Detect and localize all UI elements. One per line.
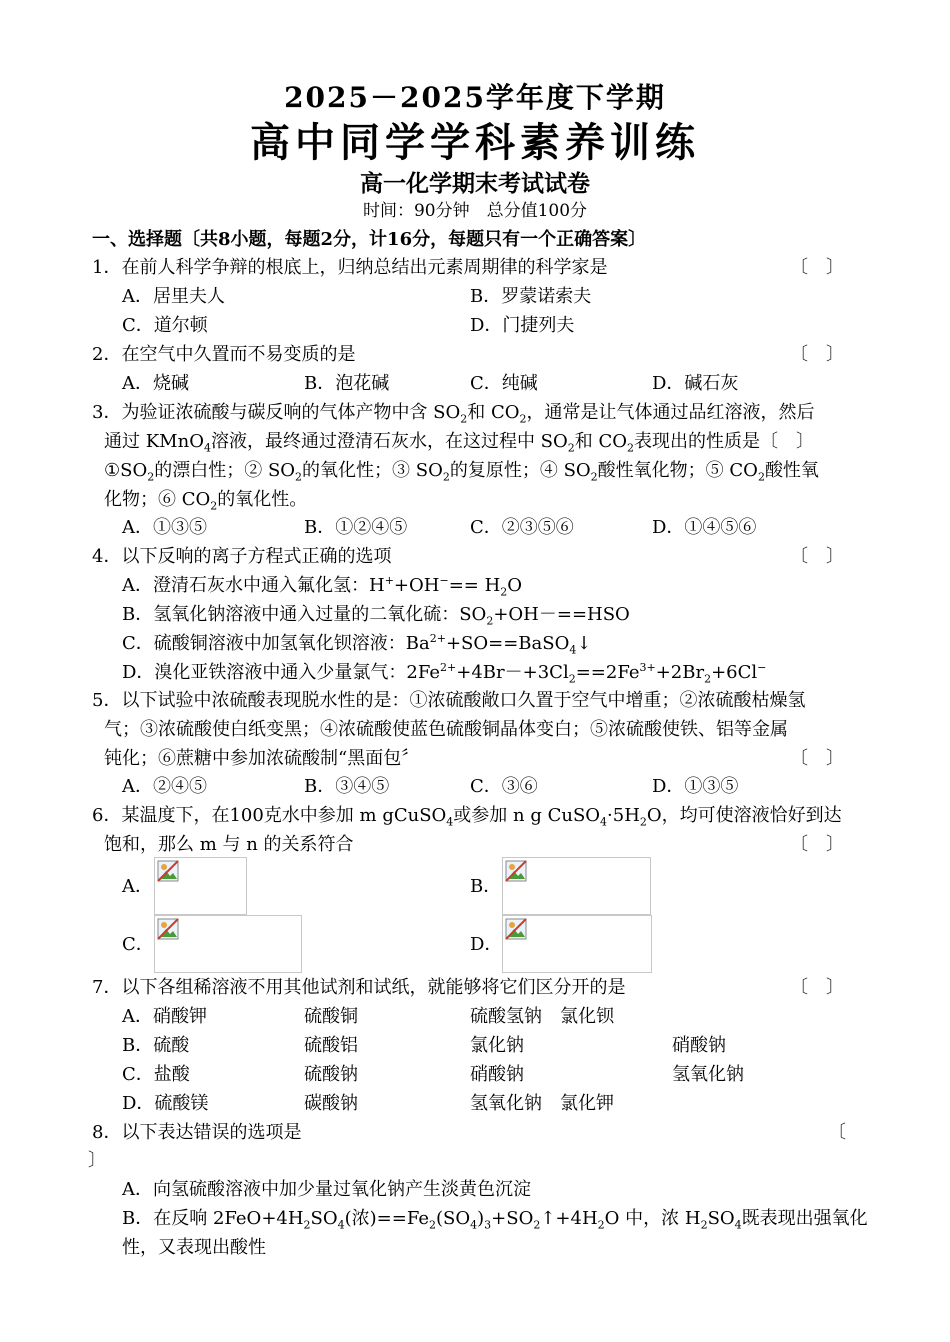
q2-option-b[interactable]: B．泡花碱 [304, 373, 390, 394]
q1-option-a[interactable]: A．居里夫人 [122, 286, 225, 307]
q1-option-b[interactable]: B．罗蒙诺索夫 [470, 286, 592, 307]
q5-stem-line3: 钝化；⑥蔗糖中参加浓硫酸制“黑面包〞 [104, 748, 420, 769]
q5-stem-line1: 5．以下试验中浓硫酸表现脱水性的是：①浓硫酸敞口久置于空气中增重；②浓硫酸枯燥氢 [92, 690, 806, 711]
q7-option-c-col2: 硫酸钠 [304, 1064, 358, 1085]
q6-option-a-image[interactable] [154, 857, 247, 915]
q5-option-a[interactable]: A．②④⑤ [122, 776, 207, 797]
q5-answer-paren[interactable]: 〔 〕 [790, 748, 844, 769]
q6-stem-line1: 6．某温度下，在100克水中参加 m gCuSO$_4$或参加 n g $CuSO_4\cdot 5H_2O$，均可使溶液恰好到达 [92, 805, 842, 829]
q6-option-b-image[interactable] [502, 857, 651, 915]
school-year-heading: 2025－2025学年度下学期 [284, 81, 666, 114]
q7-answer-paren[interactable]: 〔 〕 [790, 977, 844, 998]
broken-image-icon [505, 918, 527, 940]
q6-option-b-label[interactable]: B． [470, 876, 502, 897]
q7-option-c-col4: 氢氧化钠 [672, 1064, 744, 1085]
q7-option-c-col3: 硝酸钠 [470, 1064, 524, 1085]
q5-option-c[interactable]: C．③⑥ [470, 776, 538, 797]
q4-option-b[interactable]: B．氢氧化钠溶液中通入过量的二氧化硫：$SO_2+OH-==HSO$ [122, 604, 630, 628]
q4-option-a[interactable]: A．澄清石灰水中通入氟化氢：$H^++OH^-== H_2O$ [122, 574, 523, 599]
q8-stem: 8．以下表达错误的选项是 [92, 1122, 302, 1143]
q2-stem: 2．在空气中久置而不易变质的是 [92, 344, 356, 365]
q3-stem-line3: $①SO_2$的漂白性；② $SO_2$的氧化性；③ $SO_2$的复原性；④ $SO_2$酸性氧化物；⑤ $CO_2$酸性氧 [104, 460, 819, 484]
q8-option-b[interactable]: B．在反响 $2FeO+4H_2SO_4$(浓)$==Fe_2(SO_4)_3+SO_2↑+4H_2O$ 中，浓 $H_2SO_4$既表现出强氧化 [122, 1208, 868, 1232]
q7-option-d-col1[interactable]: D．硫酸镁 [122, 1093, 209, 1114]
q4-option-c[interactable]: C．硫酸铜溶液中加氢氧化钡溶液：$Ba^{2+}+SO==BaSO_4↓$ [122, 632, 592, 657]
q2-answer-paren[interactable]: 〔 〕 [790, 344, 844, 365]
q7-option-b-col1[interactable]: B．硫酸 [122, 1035, 190, 1056]
q5-option-d[interactable]: D．①③⑤ [652, 776, 739, 797]
q6-option-d-label[interactable]: D． [470, 934, 503, 955]
q4-answer-paren[interactable]: 〔 〕 [790, 546, 844, 567]
q3-stem-line1: 3．为验证浓硫酸与碳反响的气体产物中含 $SO_2$和 $CO_2$，通常是让气体通过品红溶液，然后 [92, 402, 815, 426]
q6-option-d-image[interactable] [502, 915, 652, 973]
section-heading: 一、选择题〔共8小题，每题2分，计16分，每题只有一个正确答案〕 [92, 229, 647, 250]
q1-option-c[interactable]: C．道尔顿 [122, 315, 208, 336]
q8-option-b-line2: 性，又表现出酸性 [122, 1237, 266, 1258]
q5-option-b[interactable]: B．③④⑤ [304, 776, 390, 797]
q2-option-c[interactable]: C．纯碱 [470, 373, 538, 394]
q7-option-b-col4: 硝酸钠 [672, 1035, 726, 1056]
q6-option-c-label[interactable]: C． [122, 934, 154, 955]
q3-option-b[interactable]: B．①②④⑤ [304, 517, 408, 538]
q6-option-a-label[interactable]: A． [122, 876, 153, 897]
q8-paren-open[interactable]: 〔 [828, 1122, 846, 1143]
q7-option-a-col3: 硫酸氢钠 氯化钡 [470, 1006, 614, 1027]
q6-answer-paren[interactable]: 〔 〕 [790, 834, 844, 855]
q3-stem-line4: 化物；⑥ $CO_2$的氧化性。 [104, 489, 308, 513]
q1-stem: 1．在前人科学争辩的根底上，归纳总结出元素周期律的科学家是 [92, 257, 608, 278]
q2-option-a[interactable]: A．烧碱 [122, 373, 189, 394]
q6-option-c-image[interactable] [154, 915, 302, 973]
q7-option-a-col2: 硫酸铜 [304, 1006, 358, 1027]
broken-image-icon [157, 918, 179, 940]
q8-paren-close[interactable]: 〕 [88, 1150, 106, 1171]
q7-option-d-col3: 氢氧化钠 氯化钾 [470, 1093, 614, 1114]
q7-option-a-col1[interactable]: A．硝酸钾 [122, 1006, 207, 1027]
broken-image-icon [157, 860, 179, 882]
q3-stem-line2: 通过 KMnO$_4$溶液，最终通过澄清石灰水，在这过程中 $SO_2$和 $CO_2$表现出的性质是〔 〕 [104, 431, 815, 455]
q4-stem: 4．以下反响的离子方程式正确的选项 [92, 546, 392, 567]
q2-option-d[interactable]: D．碱石灰 [652, 373, 739, 394]
q7-option-b-col2: 硫酸铝 [304, 1035, 358, 1056]
q7-stem: 7．以下各组稀溶液不用其他试剂和试纸，就能够将它们区分开的是 [92, 977, 626, 998]
q1-option-d[interactable]: D．门捷列夫 [470, 315, 575, 336]
q7-option-d-col2: 碳酸钠 [304, 1093, 358, 1114]
q3-option-a[interactable]: A．①③⑤ [122, 517, 207, 538]
exam-title: 高一化学期末考试试卷 [360, 170, 590, 197]
q6-stem-line2: 饱和，那么 m 与 n 的关系符合 [104, 834, 354, 855]
q7-option-b-col3: 氯化钠 [470, 1035, 524, 1056]
q5-stem-line2: 气；③浓硫酸使白纸变黑；④浓硫酸使蓝色硫酸铜晶体变白；⑤浓硫酸使铁、铝等金属 [104, 719, 788, 740]
q3-option-c[interactable]: C．②③⑤⑥ [470, 517, 574, 538]
exam-time-score: 时间：90分钟 总分值100分 [362, 201, 588, 221]
q7-option-c-col1[interactable]: C．盐酸 [122, 1064, 190, 1085]
broken-image-icon [505, 860, 527, 882]
q1-answer-paren[interactable]: 〔 〕 [790, 257, 844, 278]
training-title: 高中同学学科素养训练 [250, 119, 700, 166]
q3-option-d[interactable]: D．①④⑤⑥ [652, 517, 757, 538]
q4-option-d[interactable]: D．溴化亚铁溶液中通入少量氯气：$2Fe^{2+}+4Br-+3Cl_2==2Fe^{3+}+2Br_2+6Cl^-$ [122, 661, 767, 686]
q8-option-a[interactable]: A．向氢硫酸溶液中加少量过氧化钠产生淡黄色沉淀 [122, 1179, 531, 1200]
